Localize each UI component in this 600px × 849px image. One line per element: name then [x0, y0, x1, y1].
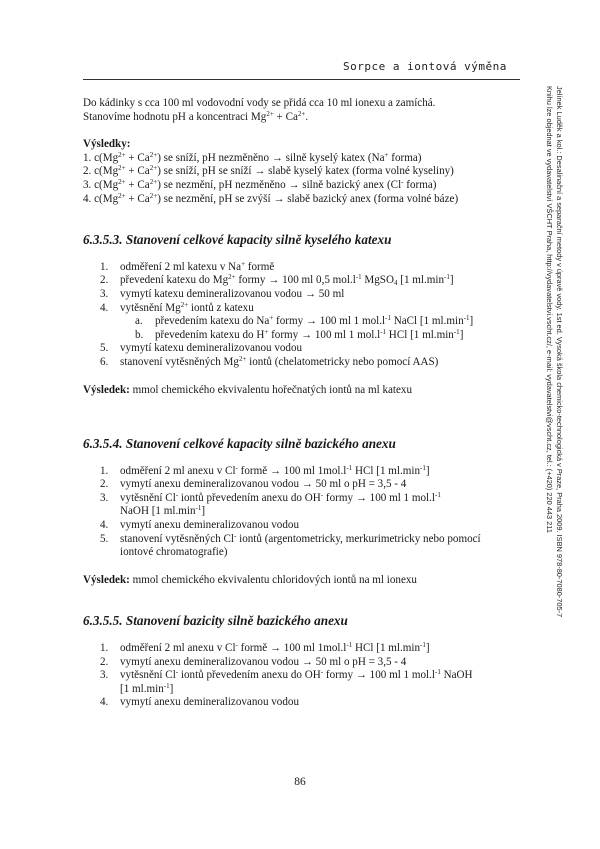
item-text: ] [201, 505, 206, 518]
item-number: 2. [100, 655, 109, 668]
procedure-list-6-3-5-3 [83, 261, 523, 370]
item-sup: -1 [444, 273, 450, 282]
item-text: převedením katexu do H [155, 328, 265, 341]
item-number: 5. [100, 342, 109, 355]
item-text: ] [169, 682, 174, 695]
list-item [100, 274, 523, 288]
item-number: b. [135, 328, 144, 341]
conc-text: ) [157, 165, 164, 178]
result-item [83, 152, 523, 166]
section-heading-6-3-5-5: 6.3.5.5. Stanovení bazicity silně bazického anexu [83, 613, 348, 629]
item-text: stanovení vytěsněných Mg [120, 355, 239, 368]
results-list [83, 152, 523, 206]
item-sup: + [264, 327, 269, 336]
list-subitem [100, 329, 523, 343]
item-sup: - [235, 641, 238, 650]
item-sub: 4 [394, 279, 398, 288]
item-text: ] [469, 315, 474, 328]
item-sup: 2+ [238, 354, 247, 363]
result-text: se nezmění, pH se zvýší → slabě bazický anex (forma volné báze) [163, 192, 459, 205]
list-item [100, 356, 523, 370]
conc-sup: 2+ [149, 191, 158, 200]
item-number: 3. [100, 669, 109, 682]
item-number: 2. [100, 274, 109, 287]
item-number: a. [135, 315, 143, 328]
result-item [83, 179, 523, 193]
item-sup: 2+ [228, 273, 236, 282]
item-text: formy → 100 ml 1 mol.l [268, 328, 381, 341]
item-text: stanovení vytěsněných Cl [120, 532, 234, 545]
result-label: Výsledek: [83, 383, 130, 396]
item-number: 4. [100, 519, 109, 532]
item-text: vytěsnění Cl [120, 669, 176, 682]
item-sup: -1 [346, 641, 353, 650]
conc-text: c(Mg [94, 151, 119, 164]
intro-sup: 2+ [297, 109, 306, 118]
section-heading-6-3-5-4: 6.3.5.4. Stanovení celkové kapacity silně bazického anexu [83, 436, 396, 452]
conc-text: ) [157, 178, 164, 191]
item-text: převedení katexu do Mg [120, 274, 229, 287]
conc-text: + Ca [125, 151, 150, 164]
conc-text: c(Mg [94, 178, 119, 191]
item-text: NaCl [1 ml.min [390, 315, 464, 328]
side-note [544, 86, 564, 706]
side-note-line-1: Jelínek Luděk a kol.: Desalinační a separační metody v úpravě vody. 1st ed. Vysoká škola chemicko-technologická v Praze, Praha 2009. ISBN 978-80-7080-705-7 [555, 86, 564, 618]
item-sup: -1 [346, 463, 353, 472]
item-text: NaOH [1 ml.min [120, 505, 196, 518]
result-sup: - [401, 177, 404, 186]
conc-sup: 2+ [118, 150, 126, 159]
item-text: vymytí katexu demineralizovanou vodou [120, 342, 303, 355]
item-text: formy → 100 ml 1 mol.l [323, 491, 435, 504]
item-sup: -1 [380, 327, 387, 336]
item-sup: -1 [434, 668, 441, 677]
item-text: formy → 100 ml 1 mol.l [273, 315, 386, 328]
list-item [100, 478, 523, 492]
item-text: iontů převedením anexu do OH [178, 669, 321, 682]
item-sup: + [241, 259, 246, 268]
result-sup: + [384, 150, 389, 159]
item-number: 1. [100, 642, 109, 655]
item-text: formy → 100 ml 0,5 mol.l [235, 274, 356, 287]
conc-sup: 2+ [118, 177, 126, 186]
list-item [100, 519, 523, 533]
item-sup: -1 [163, 681, 170, 690]
list-item [100, 288, 523, 302]
procedure-list-6-3-5-4 [83, 465, 523, 560]
item-sup: -1 [453, 327, 460, 336]
item-sup: -1 [385, 314, 391, 323]
item-sup: - [175, 668, 179, 677]
conc-text: ) [157, 192, 164, 205]
item-text: formě → 100 ml 1mol.l [237, 464, 347, 477]
list-item [100, 533, 523, 560]
result-number: 2. [83, 165, 92, 178]
item-sup: - [234, 531, 237, 540]
result-number: 4. [83, 192, 92, 205]
item-sup: - [320, 490, 324, 499]
result-tail: forma) [388, 151, 422, 164]
item-text: ] [425, 464, 430, 477]
item-sup: -1 [420, 641, 426, 650]
item-sup: -1 [355, 273, 362, 282]
result-text: se sníží, pH se sníží → slabě kyselý katex (forma volné kyseliny) [163, 165, 454, 178]
procedure-list-6-3-5-5 [83, 642, 523, 710]
item-text: odměření 2 ml anexu v Cl [120, 642, 236, 655]
item-text: odměření 2 ml katexu v Na [120, 260, 242, 273]
result-text: se sníží, pH nezměněno → silně kyselý katex (Na [163, 151, 385, 164]
result-text: mmol chemického ekvivalentu hořečnatých iontů na ml katexu [129, 383, 413, 396]
item-text: odměření 2 ml anexu v Cl [120, 464, 236, 477]
conc-sup: 2+ [149, 177, 158, 186]
item-text: HCl [1 ml.min [352, 642, 421, 655]
conc-sup: 2+ [118, 191, 126, 200]
item-text: formě → 100 ml 1mol.l [237, 642, 347, 655]
intro-text: Stanovíme hodnotu pH a koncentraci Mg [83, 110, 267, 123]
result-text: se nezmění, pH nezměněno → silně bazický anex (Cl [163, 178, 402, 191]
item-text: MgSO [361, 274, 394, 287]
page-number: 86 [294, 776, 306, 788]
list-item [100, 261, 523, 275]
item-text: HCl [1 ml.min [352, 464, 421, 477]
conc-sup: 2+ [149, 164, 158, 173]
item-text: vymytí katexu demineralizovanou vodou → 50 ml [120, 287, 345, 300]
list-item [100, 492, 523, 519]
intro-paragraph [83, 97, 523, 124]
conc-text: ) [157, 151, 164, 164]
intro-line-2 [83, 111, 308, 123]
result-line-6-3-5-3 [83, 384, 523, 398]
result-label: Výsledek: [83, 573, 130, 586]
item-text: vymytí anexu demineralizovanou vodou [120, 696, 299, 709]
side-note-line-2: Knihu lze objednat ve vydavatelství VŠCHT Praha, http://vydavatelstvi.vscht.cz/, e-mail: vydavatelstvi@vscht.cz, tel.: (+420) 220 443 211 [545, 86, 554, 533]
page-content [83, 97, 523, 710]
results-heading-text: Výsledky [83, 138, 127, 151]
result-text: mmol chemického ekvivalentu chloridových iontů na ml ionexu [129, 573, 417, 586]
item-sup: + [269, 314, 274, 323]
item-number: 2. [100, 478, 109, 491]
item-text: iontů převedením anexu do OH [178, 491, 321, 504]
item-text: HCl [1 ml.min [386, 328, 454, 341]
item-text: vymytí anexu demineralizovanou vodou → 50 ml o pH = 3,5 - 4 [120, 478, 407, 491]
intro-text: . [305, 110, 309, 123]
item-text: ] [449, 274, 454, 287]
item-number: 3. [100, 287, 109, 300]
item-text: vytěsnění Cl [120, 491, 176, 504]
running-header-title: Sorpce a iontová výměna [343, 60, 507, 73]
results-heading: Výsledky: [83, 138, 131, 151]
conc-sup: 2+ [118, 164, 126, 173]
list-item [100, 696, 523, 710]
item-text: vymytí anexu demineralizovanou vodou [120, 519, 299, 532]
conc-sup: 2+ [149, 150, 158, 159]
intro-text: + Ca [273, 110, 298, 123]
list-item [100, 669, 523, 696]
item-text: formě [245, 260, 275, 273]
result-number: 1. [83, 151, 92, 164]
item-number: 4. [100, 696, 109, 709]
result-line-6-3-5-4 [83, 574, 523, 588]
list-item [100, 465, 523, 479]
item-text: ] [459, 328, 464, 341]
item-text: iontů (argentometricky, merkurimetricky nebo pomocí [236, 532, 481, 545]
item-sup: -1 [195, 504, 202, 513]
list-item [100, 642, 523, 656]
conc-text: c(Mg [94, 192, 119, 205]
conc-text: + Ca [125, 165, 150, 178]
item-text: ] [425, 642, 430, 655]
section-heading-6-3-5-3: 6.3.5.3. Stanovení celkové kapacity silně kyselého katexu [83, 232, 392, 248]
item-number: 1. [100, 464, 109, 477]
result-item [83, 165, 523, 179]
item-sup: - [175, 490, 179, 499]
item-sup: - [320, 668, 324, 677]
item-number: 5. [100, 532, 109, 545]
item-sup: 2+ [180, 300, 189, 309]
list-item [100, 656, 523, 670]
list-subitem [100, 315, 523, 329]
conc-text: c(Mg [94, 165, 119, 178]
item-number: 3. [100, 491, 109, 504]
item-text: iontů z katexu [188, 301, 254, 314]
intro-sup: 2+ [266, 109, 274, 118]
item-text: vymytí anexu demineralizovanou vodou → 50 ml o pH = 3,5 - 4 [120, 655, 407, 668]
list-item [100, 342, 523, 356]
item-number: 4. [100, 301, 109, 314]
item-text: [1 ml.min [397, 274, 445, 287]
item-text: iontů (chelatometricky nebo pomocí AAS) [246, 355, 439, 368]
result-tail: forma) [403, 178, 437, 191]
item-sup: -1 [463, 314, 470, 323]
item-text: [1 ml.min [120, 682, 164, 695]
intro-line-1: Do kádinky s cca 100 ml vodovodní vody se přidá cca 10 ml ionexu a zamíchá. [83, 97, 436, 109]
result-item [83, 193, 523, 207]
conc-text: + Ca [125, 178, 150, 191]
header-rule [83, 79, 520, 80]
item-text: vytěsnění Mg [120, 301, 181, 314]
list-item [100, 302, 523, 316]
item-text: NaOH [440, 669, 473, 682]
item-sup: - [235, 463, 238, 472]
item-sup: -1 [420, 463, 426, 472]
conc-text: + Ca [125, 192, 150, 205]
item-number: 1. [100, 260, 109, 273]
result-number: 3. [83, 178, 92, 191]
item-text: iontové chromatografie) [120, 546, 228, 559]
item-number: 6. [100, 355, 109, 368]
item-text: převedením katexu do Na [155, 315, 270, 328]
item-text: formy → 100 ml 1 mol.l [323, 669, 435, 682]
item-sup: -1 [434, 490, 441, 499]
